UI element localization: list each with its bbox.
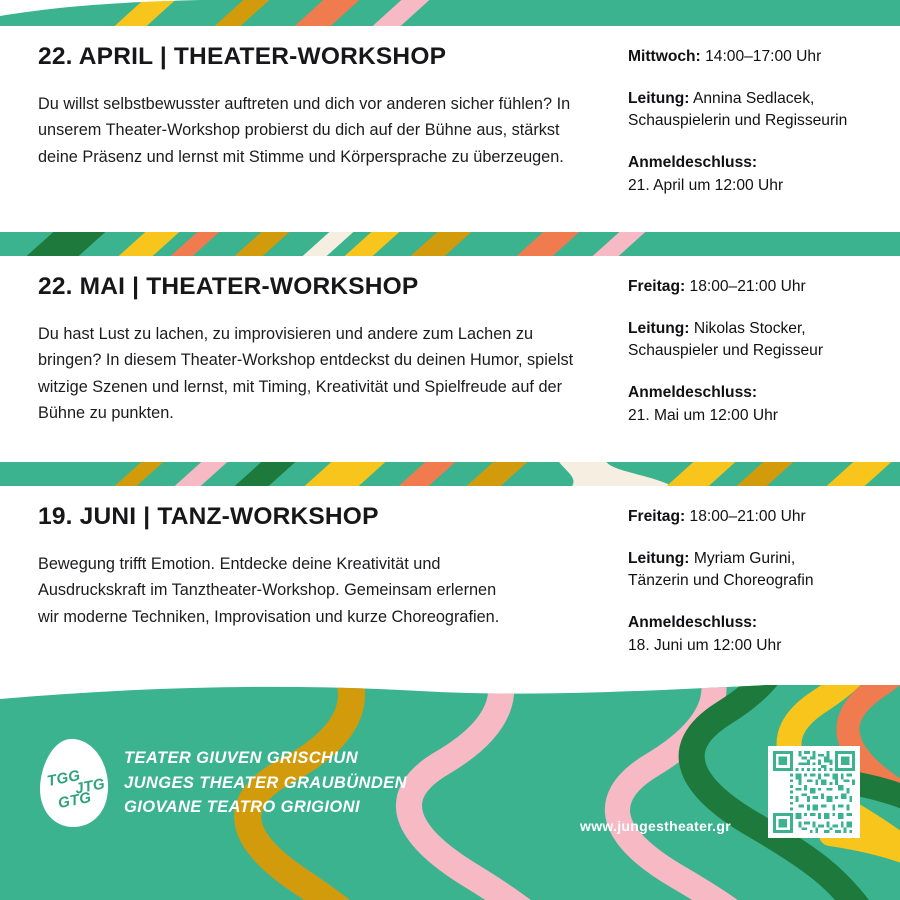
workshop-1-details [628, 46, 878, 197]
workshop-2-leitung-line1 [628, 318, 878, 340]
workshop-3-details [628, 506, 878, 657]
logo-initials-tgg: TGG [45, 766, 82, 791]
logo-initials-jtg: JTG [73, 775, 107, 798]
stripe-pattern-2 [0, 462, 900, 486]
footer [0, 685, 900, 900]
website-url[interactable]: www.jungestheater.gr [580, 818, 731, 834]
workshop-3-leitung-value: Myriam Gurini, [689, 550, 796, 568]
workshop-2-deadline-label [628, 382, 878, 404]
workshop-2-day-value: 18:00–21:00 Uhr [685, 278, 806, 295]
workshop-3-left-column [38, 504, 598, 630]
workshop-1-day-value: 14:00–17:00 Uhr [700, 48, 822, 65]
workshop-1-leitung-line2: Schauspielerin und Regisseurin [628, 112, 848, 130]
workshop-3-leitung [628, 548, 878, 592]
workshop-3-deadline-label [628, 612, 878, 634]
workshop-section-3 [0, 486, 900, 697]
workshop-2-leitung-line2: Schauspieler und Regisseur [628, 342, 824, 360]
stripe-pattern-top [0, 0, 900, 26]
decorative-stripe-band-top [0, 0, 900, 26]
workshop-3-leitung-line2: Tänzerin und Choreografin [628, 572, 814, 590]
workshop-2-leitung-value: Nikolas Stocker, [689, 320, 806, 338]
workshop-3-deadline-label-text: Anmeldeschluss: [628, 614, 758, 632]
workshop-1-deadline-label-text: Anmeldeschluss: [628, 154, 758, 172]
workshop-1-leitung-line1 [628, 88, 878, 110]
workshop-1-leitung-value: Annina Sedlacek, [689, 90, 815, 108]
workshop-1-day-label: Mittwoch: [628, 48, 701, 65]
org-name-rm: TEATER GIUVEN GRISCHUN [124, 749, 359, 768]
workshop-2-details [628, 276, 878, 427]
workshop-2-schedule [628, 276, 878, 298]
workshop-3-day-value: 18:00–21:00 Uhr [685, 508, 806, 525]
workshop-1-deadline-label [628, 152, 878, 174]
workshop-1-leitung [628, 88, 878, 132]
qr-code-icon [773, 751, 855, 833]
logo-initials [38, 737, 110, 829]
workshop-2-left-column [38, 274, 598, 427]
qr-code[interactable] [768, 746, 860, 838]
workshop-3-deadline-value: 18. Juni um 12:00 Uhr [628, 636, 782, 654]
workshop-3-leitung-label: Leitung: [628, 550, 690, 568]
workshop-3-day-label: Freitag: [628, 508, 686, 525]
workshop-3-day-line [628, 506, 878, 528]
workshop-3-deadline [628, 612, 878, 656]
decorative-stripe-band-1 [0, 232, 900, 256]
workshop-1-left-column [38, 44, 598, 170]
workshop-2-description: Du hast Lust zu lachen, zu improvisieren und andere zum Lachen zu bringen? In diesem Theater-Workshop entdeckst du deinen Humor, spielst witzige Szenen und lernst, mit Timing, Kreativität und Spielfreude auf der Bühne zu punkten. [38, 324, 574, 423]
workshop-2-deadline [628, 382, 878, 426]
workshop-2-leitung [628, 318, 878, 362]
workshop-2-deadline-value: 21. Mai um 12:00 Uhr [628, 406, 778, 424]
workshop-3-leitung-line1 [628, 548, 878, 570]
workshop-2-day-label: Freitag: [628, 278, 686, 295]
workshop-3-title: 19. JUNI | TANZ-WORKSHOP [38, 503, 379, 530]
workshop-section-2 [0, 256, 900, 462]
org-name-de: JUNGES THEATER GRAUBÜNDEN [124, 773, 407, 792]
workshop-2-deadline-label-text: Anmeldeschluss: [628, 384, 758, 402]
logo-blob-icon [38, 737, 110, 829]
stripe-pattern-1 [0, 232, 900, 256]
workshop-1-leitung-label: Leitung: [628, 90, 690, 108]
logo-initials-gtg: GTG [56, 788, 93, 813]
workshop-1-deadline-value: 21. April um 12:00 Uhr [628, 176, 784, 194]
workshop-3-description: Bewegung trifft Emotion. Entdecke deine Kreativität und Ausdruckskraft im Tanztheater-Workshop. Gemeinsam erlernen wir moderne Techniken, Improvisation und kurze Choreografien. [38, 554, 500, 626]
workshop-1-title: 22. APRIL | THEATER-WORKSHOP [38, 43, 447, 70]
workshop-2-title: 22. MAI | THEATER-WORKSHOP [38, 273, 419, 300]
org-name-it: GIOVANE TEATRO GRIGIONI [124, 798, 360, 817]
workshop-1-day-line [628, 46, 878, 68]
decorative-stripe-band-2 [0, 462, 900, 486]
organization-logo [38, 737, 407, 829]
organization-names [124, 746, 407, 819]
workshop-1-description: Du willst selbstbewusster auftreten und dich vor anderen sicher fühlen? In unserem Theater-Workshop probierst du dich auf der Bühne aus, stärkst deine Präsenz und lernst mit Stimme und Körpersprache zu überzeugen. [38, 94, 571, 166]
workshop-1-schedule [628, 46, 878, 68]
workshop-1-deadline [628, 152, 878, 196]
workshop-section-1 [0, 26, 900, 232]
workshop-2-day-line [628, 276, 878, 298]
workshop-3-schedule [628, 506, 878, 528]
workshop-2-leitung-label: Leitung: [628, 320, 690, 338]
